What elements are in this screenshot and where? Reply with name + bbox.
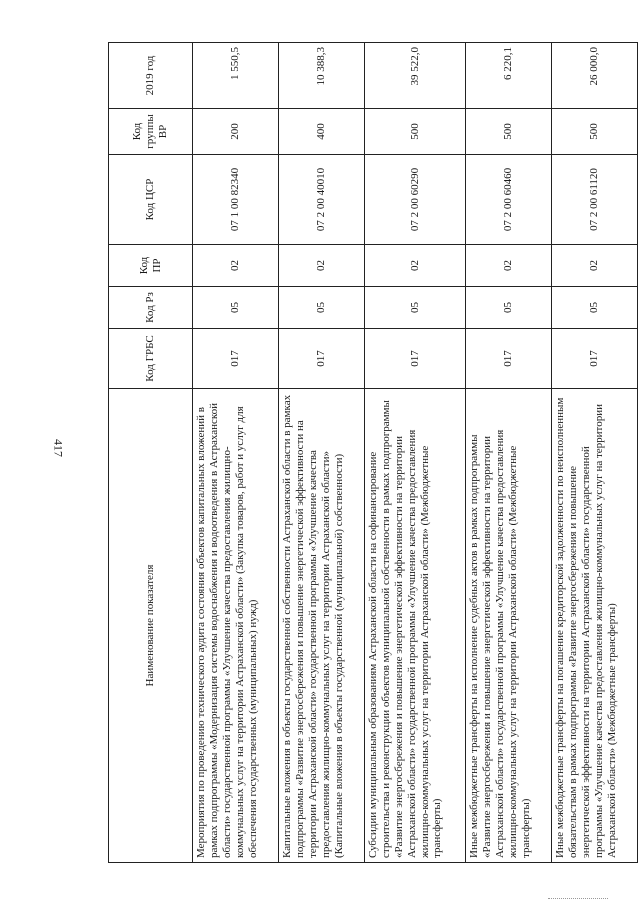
row-rz: 05	[552, 287, 638, 329]
header-grbs: Код ГРБС	[109, 329, 193, 389]
row-grbs: 017	[193, 329, 279, 389]
row-pr: 02	[552, 245, 638, 287]
row-grbs: 017	[552, 329, 638, 389]
header-pr: Код ПР	[109, 245, 193, 287]
row-vr: 400	[278, 109, 364, 155]
row-vr: 500	[466, 109, 552, 155]
scan-edge-mark	[548, 898, 608, 900]
row-pr: 02	[466, 245, 552, 287]
row-amount: 10 388,3	[278, 43, 364, 109]
row-rz: 05	[466, 287, 552, 329]
row-pr: 02	[364, 245, 466, 287]
table-row	[193, 43, 279, 863]
table-row	[552, 43, 638, 863]
header-csr: Код ЦСР	[109, 155, 193, 245]
row-name: Мероприятия по проведению технического аудита состояния объектов капитальных вложений в рамках подпрограммы «Модернизация системы водоснабжения и водоотведения в Астраханской области» государственной программы «Улучшение качества предоставления жилищно-коммунальных услуг на территории Астраханской области» (Закупка товаров, работ и услуг для обеспечения государственных (муниципальных) нужд)	[193, 389, 279, 863]
row-rz: 05	[193, 287, 279, 329]
row-name: Субсидии муниципальным образованиям Астраханской области на софинансирование строительства и реконструкции объектов муниципальной собственности в рамках подпрограммы «Развитие энергосбережения и повышение энергетической эффективности на территории Астраханской области» государственной программы «Улучшение качества предоставления жилищно-коммунальных услуг на территории Астраханской области» (Межбюджетные трансферты)	[364, 389, 466, 863]
header-year: 2019 год	[109, 43, 193, 109]
row-amount: 6 220,1	[466, 43, 552, 109]
header-name: Наименование показателя	[109, 389, 193, 863]
row-vr: 500	[552, 109, 638, 155]
row-rz: 05	[278, 287, 364, 329]
row-csr: 07 1 00 82340	[193, 155, 279, 245]
row-grbs: 017	[278, 329, 364, 389]
header-rz: Код Рз	[109, 287, 193, 329]
table-row	[278, 43, 364, 863]
row-amount: 1 550,5	[193, 43, 279, 109]
row-name: Иные межбюджетные трансферты на исполнение судебных актов в рамках подпрограммы «Развитие энергосбережения и повышение энергетической эффективности на территории Астраханской области» государственной программы «Улучшение качества предоставления жилищно-коммунальных услуг на территории Астраханской области» (Межбюджетные трансферты)	[466, 389, 552, 863]
row-csr: 07 2 00 40010	[278, 155, 364, 245]
header-vr: Код группы ВР	[109, 109, 193, 155]
row-vr: 500	[364, 109, 466, 155]
row-amount: 39 522,0	[364, 43, 466, 109]
row-csr: 07 2 00 61120	[552, 155, 638, 245]
table-header-row	[109, 43, 193, 863]
row-pr: 02	[193, 245, 279, 287]
row-amount: 26 000,0	[552, 43, 638, 109]
row-pr: 02	[278, 245, 364, 287]
row-rz: 05	[364, 287, 466, 329]
budget-table	[108, 42, 638, 863]
row-name: Иные межбюджетные трансферты на погашение кредиторской задолженности по неисполненным обязательствам в рамках подпрограммы «Развитие энергосбережения и повышение энергетической эффективности на территории Астраханской области» государственной программы «Улучшение качества предоставления жилищно-коммунальных услуг на территории Астраханской области» (Межбюджетные трансферты)	[552, 389, 638, 863]
row-csr: 07 2 00 60290	[364, 155, 466, 245]
table-row	[466, 43, 552, 863]
table-row	[364, 43, 466, 863]
row-csr: 07 2 00 60460	[466, 155, 552, 245]
row-grbs: 017	[466, 329, 552, 389]
page-number: 417	[51, 439, 66, 457]
row-name: Капитальные вложения в объекты государственной собственности Астраханской области в рамках подпрограммы «Развитие энергосбережения и повышение энергетической эффективности на территории Астраханской области» государственной программы «Улучшение качества предоставления жилищно-коммунальных услуг на территории Астраханской области» (Капитальные вложения в объекты государственной (муниципальной) собственности)	[278, 389, 364, 863]
row-grbs: 017	[364, 329, 466, 389]
row-vr: 200	[193, 109, 279, 155]
